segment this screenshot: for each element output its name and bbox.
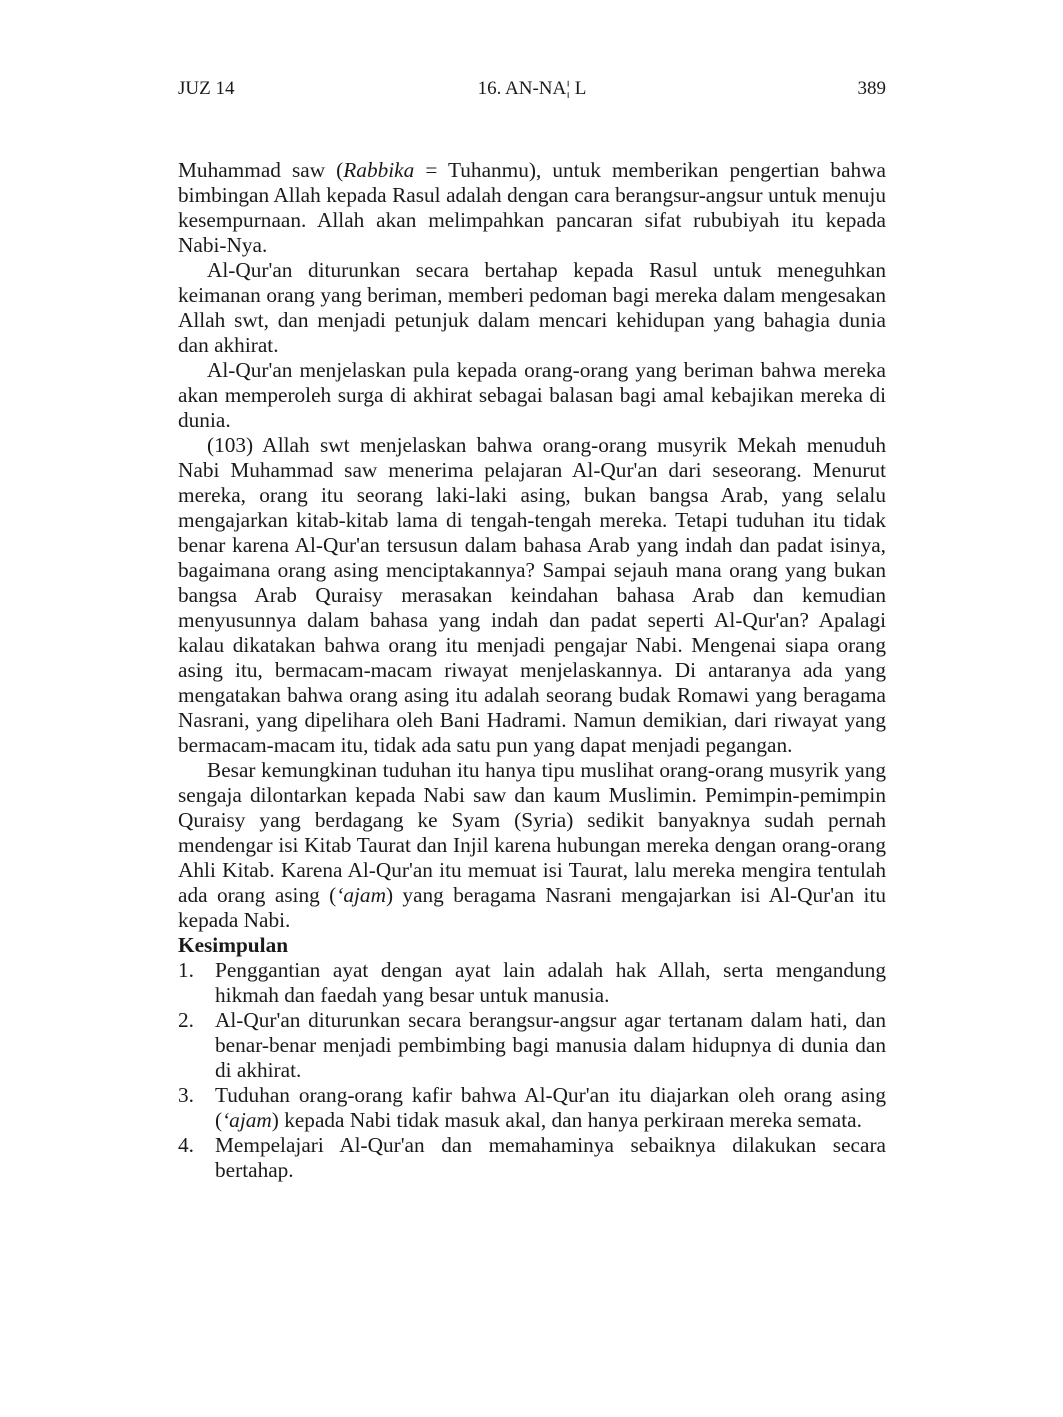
item-text-c: ) kepada Nabi tidak masuk akal, dan hanya perkiraan mereka semata. — [271, 1108, 862, 1132]
item-text — [215, 1083, 886, 1132]
item-number: 4. — [178, 1133, 194, 1157]
item-text-a: Tuduhan orang-orang kafir bahwa Al-Qur'an itu diajarkan oleh orang asing ( — [215, 1083, 886, 1132]
paragraph-3: Al-Qur'an menjelaskan pula kepada orang-orang yang beriman bahwa mereka akan memperoleh surga di akhirat sebagai balasan bagi amal kebajikan mereka di dunia. — [178, 358, 886, 432]
conclusion-item — [178, 1133, 886, 1183]
item-text: Penggantian ayat dengan ayat lain adalah hak Allah, serta mengandung hikmah dan faedah yang besar untuk manusia. — [215, 958, 886, 1007]
term-ajam: ‘ajam — [336, 883, 386, 907]
conclusion-heading: Kesimpulan — [178, 933, 289, 957]
paragraph-4: (103) Allah swt menjelaskan bahwa orang-orang musyrik Mekah menuduh Nabi Muhammad saw menerima pelajaran Al-Qur'an dari seseorang. Menurut mereka, orang itu seorang laki-laki asing, bukan bangsa Arab, yang selalu mengajarkan kitab-kitab lama di tengah-tengah mereka. Tetapi tuduhan itu tidak benar karena Al-Qur'an tersusun dalam bahasa Arab yang indah dan padat isinya, bagaimana orang asing menciptakannya? Sampai sejauh mana orang yang bukan bangsa Arab Quraisy merasakan keindahan bahasa Arab dan kemudian menyusunnya dalam bahasa yang indah dan padat seperti Al-Qur'an? Apalagi kalau dikatakan bahwa orang itu menjadi pengajar Nabi. Mengenai siapa orang asing itu, bermacam-macam riwayat menjelaskannya. Di antaranya ada yang mengatakan bahwa orang asing itu adalah seorang budak Romawi yang beragama Nasrani, yang dipelihara oleh Bani Hadrami. Namun demikian, dari riwayat yang bermacam-macam itu, tidak ada satu pun yang dapat menjadi pegangan. — [178, 433, 886, 757]
item-number: 3. — [178, 1083, 194, 1107]
paragraph-5-text-a: Besar kemungkinan tuduhan itu hanya tipu muslihat orang-orang musyrik yang sengaja dilontarkan kepada Nabi saw dan kaum Muslimin. Pemimpin-pemimpin Quraisy yang berdagang ke Syam (Syria) sedikit banyaknya sudah pernah mendengar isi Kitab Taurat dan Injil karena hubungan mereka dengan orang-orang Ahli Kitab. Karena Al-Qur'an itu memuat isi Taurat, lalu mereka mengira tentulah ada orang asing ( — [178, 758, 886, 907]
item-number: 2. — [178, 1008, 194, 1032]
paragraph-1-text-a: Muhammad saw ( — [178, 158, 344, 182]
conclusion-item — [178, 1008, 886, 1083]
page-number: 389 — [857, 78, 886, 99]
paragraph-5 — [178, 758, 886, 933]
paragraph-5-text-c: ) yang beragama Nasrani mengajarkan isi Al-Qur'an itu kepada Nabi. — [178, 883, 887, 932]
body-text — [178, 158, 886, 1183]
conclusion-item — [178, 1083, 886, 1133]
item-number: 1. — [178, 958, 194, 982]
surah-title: 16. AN-NA¦ L — [477, 78, 587, 99]
paragraph-1-text-c: = Tuhanmu), untuk memberikan pengertian bahwa bimbingan Allah kepada Rasul adalah dengan cara berangsur-angsur untuk menuju kesempurnaan. Allah akan melimpahkan pancaran sifat rububiyah itu kepada Nabi-Nya. — [178, 158, 887, 257]
paragraph-1 — [178, 158, 886, 258]
term-rabbika: Rabbika — [343, 158, 415, 182]
paragraph-2: Al-Qur'an diturunkan secara bertahap kepada Rasul untuk meneguhkan keimanan orang yang beriman, memberi pedoman bagi mereka dalam mengesakan Allah swt, dan menjadi petunjuk dalam mencari kehidupan yang bahagia dunia dan akhirat. — [178, 258, 886, 357]
item-text: Mempelajari Al-Qur'an dan memahaminya sebaiknya dilakukan secara bertahap. — [215, 1133, 886, 1182]
juz-label: JUZ 14 — [178, 78, 235, 99]
conclusion-list — [178, 958, 886, 1183]
page-header — [178, 76, 886, 102]
item-text: Al-Qur'an diturunkan secara berangsur-angsur agar tertanam dalam hati, dan benar-benar menjadi pembimbing bagi manusia dalam hidupnya di dunia dan di akhirat. — [215, 1008, 886, 1082]
term-ajam: ‘ajam — [222, 1108, 272, 1132]
conclusion-item — [178, 958, 886, 1008]
